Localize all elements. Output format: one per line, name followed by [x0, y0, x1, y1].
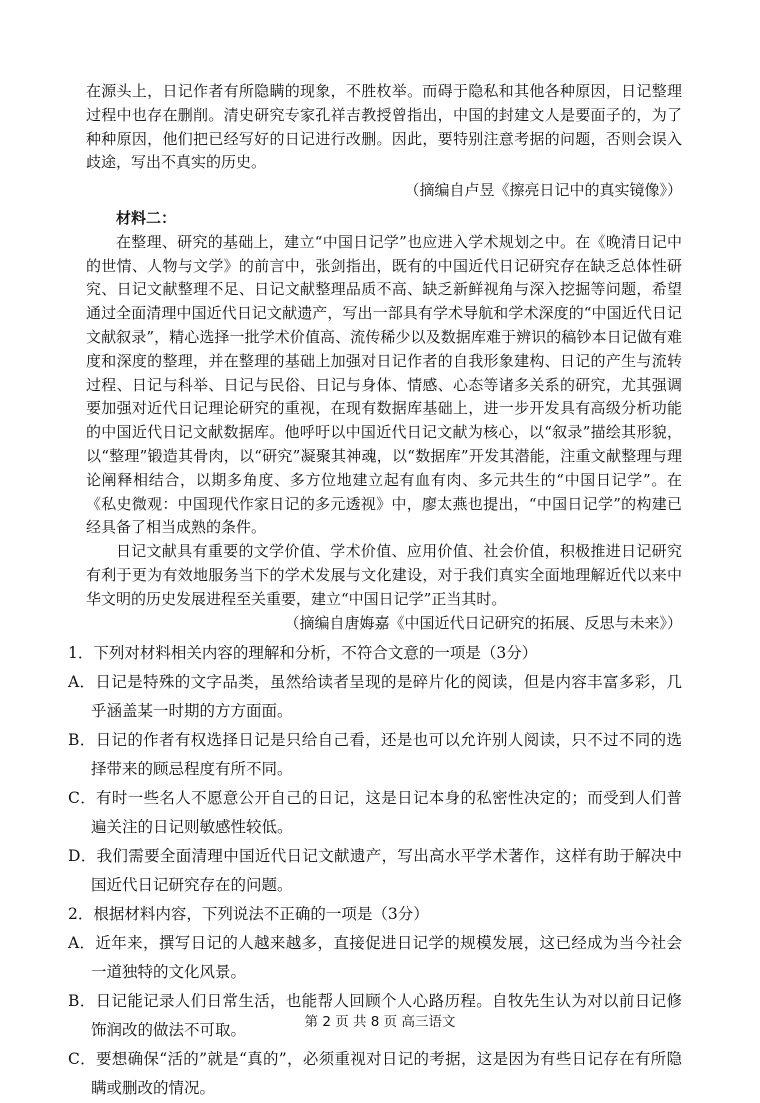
question-1-option-b: B．日记的作者有权选择日记是只给自己看，还是也可以允许别人阅读，只不过不同的选择带来的顾忌程度有所不同。: [68, 731, 682, 779]
material2-paragraph-1: 在整理、研究的基础上，建立“中国日记学”也应进入学术规划之中。在《晚清日记中的世情、人物与文学》的前言中，张剑指出，既有的中国近代日记研究存在缺乏总体性研究、日记文献整理不足、日记文献整理品质不高、缺乏新鲜视角与深入挖掘等问题，希望通过全面清理中国近代日记文献遗产，写出一部具有学术导航和学术深度的“中国近代日记文献叙录”，精心选择一批学术价值高、流传稀少以及数据库难于辨识的稿钞本日记做有难度和深度的整理，并在整理的基础上加强对日记作者的自我形象建构、日记的产生与流转过程、日记与科举、日记与民俗、日记与身体、情感、心态等诸多关系的研究，尤其强调要加强对近代日记理论研究的重视，在现有数据库基础上，进一步开发具有高级分析功能的中国近代日记文献数据库。他呼吁以中国近代日记文献为核心，以“叙录”描绘其形貌，以“整理”锻造其骨肉，以“研究”凝聚其神魂，以“数据库”开发其潜能，注重文献整理与理论阐释相结合，以期多角度、多方位地建立起有血有肉、多元共生的“中国日记学”。在《私史微观：中国现代作家日记的多元透视》中，廖太燕也提出，“中国日记学”的构建已经具备了相当成熟的条件。: [86, 232, 682, 537]
question-1-option-c: C．有时一些名人不愿意公开自己的日记，这是日记本身的私密性决定的；而受到人们普遍关注的日记则敏感性较低。: [68, 789, 682, 837]
question-2-option-c: C．要想确保“活的”就是“真的”，必须重视对日记的考据，这是因为有些日记存在有所隐瞒或删改的情况。: [68, 1050, 682, 1098]
material1-tail-paragraph: 在源头上，日记作者有所隐瞒的现象，不胜枚举。而碍于隐私和其他各种原因，日记整理过程中也存在删削。清史研究专家孔祥吉教授曾指出，中国的封建文人是要面子的，为了种种原因，他们把已经写好的日记进行改删。因此，要特别注意考据的问题，否则会误入歧途，写出不真实的历史。: [86, 82, 682, 172]
question-1: [68, 639, 682, 900]
material1-source: （摘编自卢昱《擦亮日记中的真实镜像》）: [404, 181, 682, 200]
material2-heading: 材料二：: [116, 208, 177, 227]
question-1-stem: 1．下列对材料相关内容的理解和分析，不符合文意的一项是（3分）: [68, 644, 538, 663]
question-2-option-b: B．日记能记录人们日常生活，也能帮人回顾个人心路历程。自牧先生认为对以前日记修饰润改的做法不可取。: [68, 992, 682, 1040]
page-footer: 第 2 页 共 8 页 高三语文: [304, 1014, 456, 1030]
question-1-option-d: D．我们需要全面清理中国近代日记文献遗产，写出高水平学术著作，这样有助于解决中国近代日记研究存在的问题。: [68, 847, 682, 895]
material2-paragraph-2: 日记文献具有重要的文学价值、学术价值、应用价值、社会价值，积极推进日记研究有利于更为有效地服务当下的学术发展与文化建设，对于我们真实全面地理解近代以来中华文明的历史发展进程至关重要，建立“中国日记学”正当其时。: [86, 542, 682, 608]
question-1-option-a: A．日记是特殊的文字品类，虽然给读者呈现的是碎片化的阅读，但是内容丰富多彩，几乎涵盖某一时期的方方面面。: [68, 673, 682, 721]
material2-source: （摘编自唐娒嘉《中国近代日记研究的拓展、反思与未来》）: [284, 613, 682, 632]
question-2: [68, 900, 682, 1103]
question-2-option-a: A．近年来，撰写日记的人越来越多，直接促进日记学的规模发展，这已经成为当今社会一道独特的文化风景。: [68, 934, 682, 982]
question-2-stem: 2．根据材料内容，下列说法不正确的一项是（3分）: [68, 905, 429, 924]
page-content: [68, 80, 682, 1103]
